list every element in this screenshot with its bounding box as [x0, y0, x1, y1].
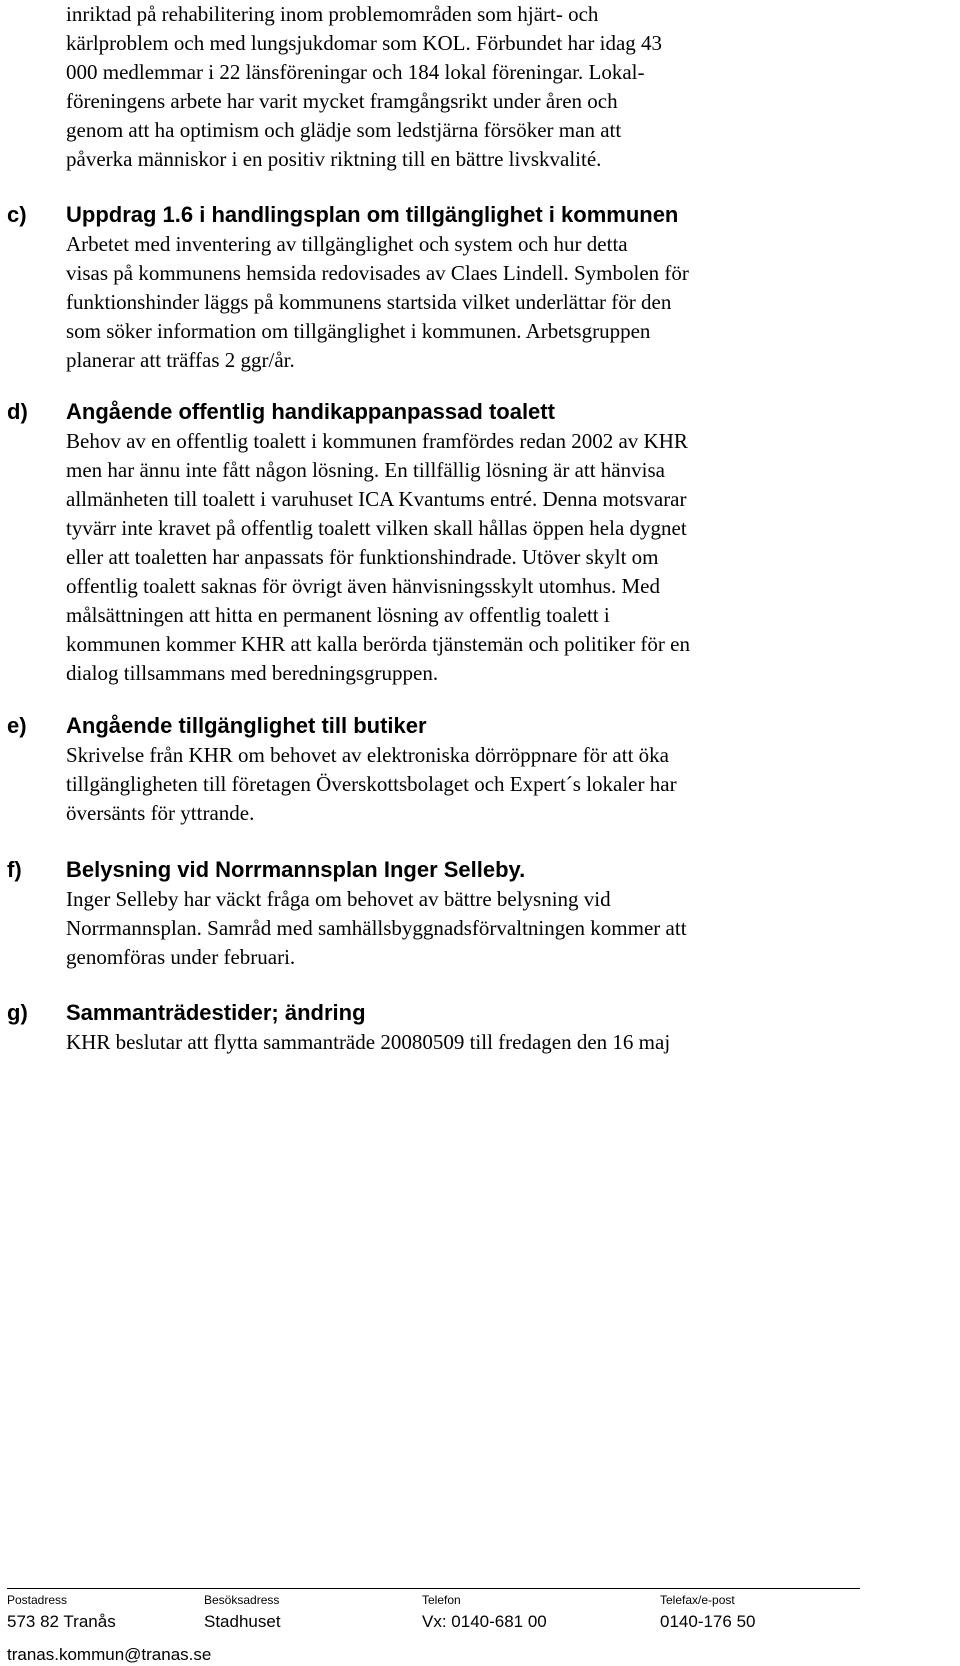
paragraph-line: inriktad på rehabilitering inom problemområden som hjärt- och [66, 2, 599, 26]
section-title: Sammanträdestider; ändring [66, 1000, 366, 1025]
paragraph-line: översänts för yttrande. [66, 801, 255, 825]
section-title: Uppdrag 1.6 i handlingsplan om tillgänglighet i kommunen [66, 202, 679, 227]
footer-telefax-label: Telefax/e-post [660, 1593, 735, 1607]
footer-divider [7, 1588, 860, 1589]
paragraph-line: dialog tillsammans med beredningsgruppen. [66, 661, 439, 685]
paragraph-line: allmänheten till toalett i varuhuset ICA Kvantums entré. Denna motsvarar [66, 487, 687, 511]
section-letter: f) [7, 857, 22, 882]
section-heading [0, 711, 900, 741]
paragraph-line: genom att ha optimism och glädje som ledstjärna försöker man att [66, 118, 622, 142]
paragraph-line: kärlproblem och med lungsjukdomar som KOL. Förbundet har idag 43 [66, 31, 663, 55]
paragraph-line: 000 medlemmar i 22 länsföreningar och 184 lokal föreningar. Lokal- [66, 60, 645, 84]
section-heading [0, 200, 900, 230]
page-footer [0, 1580, 960, 1666]
paragraph-line: kommunen kommer KHR att kalla berörda tjänstemän och politiker för en [66, 632, 690, 656]
footer-postadress-label: Postadress [7, 1593, 68, 1607]
footer-telefon-label: Telefon [422, 1593, 461, 1607]
footer-besoksadress-label: Besöksadress [204, 1593, 280, 1607]
intro-paragraph [66, 0, 866, 174]
paragraph-line: funktionshinder läggs på kommunens startsida vilket underlättar för den [66, 290, 672, 314]
section-heading [0, 397, 900, 427]
footer-telefon-value: Vx: 0140-681 00 [422, 1612, 547, 1631]
paragraph-line: Norrmannsplan. Samråd med samhällsbyggnadsförvaltningen kommer att [66, 916, 687, 940]
paragraph-line: målsättningen att hitta en permanent lösning av offentlig toalett i [66, 603, 610, 627]
paragraph-line: som söker information om tillgänglighet i kommunen. Arbetsgruppen [66, 319, 651, 343]
footer-email: tranas.kommun@tranas.se [7, 1645, 212, 1664]
section-body [66, 741, 677, 828]
section-title: Belysning vid Norrmannsplan Inger Selleby. [66, 857, 526, 882]
section-letter: g) [7, 1000, 28, 1025]
section-heading [0, 998, 900, 1028]
paragraph-line: Arbetet med inventering av tillgänglighet och system och hur detta [66, 232, 628, 256]
section-body [66, 230, 689, 375]
section-letter: c) [7, 202, 27, 227]
paragraph-line: planerar att träffas 2 ggr/år. [66, 348, 295, 372]
paragraph-line: KHR beslutar att flytta sammanträde 20080509 till fredagen den 16 maj [66, 1030, 671, 1054]
paragraph-line: eller att toaletten har anpassats för funktionshindrade. Utöver skylt om [66, 545, 659, 569]
paragraph-line: Inger Selleby har väckt fråga om behovet av bättre belysning vid [66, 887, 611, 911]
section-title: Angående offentlig handikappanpassad toalett [66, 399, 555, 424]
paragraph-line: men har ännu inte fått någon lösning. En tillfällig lösning är att hänvisa [66, 458, 665, 482]
footer-telefax-value: 0140-176 50 [660, 1612, 756, 1631]
paragraph-line: föreningens arbete har varit mycket framgångsrikt under åren och [66, 89, 618, 113]
footer-postadress-value: 573 82 Tranås [7, 1612, 116, 1631]
paragraph-line: påverka människor i en positiv riktning till en bättre livskvalité. [66, 147, 602, 171]
section-body [66, 1028, 670, 1057]
paragraph-line: Behov av en offentlig toalett i kommunen framfördes redan 2002 av KHR [66, 429, 688, 453]
paragraph-line: Skrivelse från KHR om behovet av elektroniska dörröppnare för att öka [66, 743, 669, 767]
paragraph-line: tillgängligheten till företagen Överskottsbolaget och Expert´s lokaler har [66, 772, 677, 796]
section-heading [0, 855, 900, 885]
section-body [66, 427, 690, 688]
section-letter: d) [7, 399, 28, 424]
section-body [66, 885, 687, 972]
paragraph-line: visas på kommunens hemsida redovisades av Claes Lindell. Symbolen för [66, 261, 689, 285]
footer-besoksadress-value: Stadhuset [204, 1612, 281, 1631]
paragraph-line: tyvärr inte kravet på offentlig toalett vilken skall hållas öppen hela dygnet [66, 516, 687, 540]
section-title: Angående tillgänglighet till butiker [66, 713, 427, 738]
paragraph-line: offentlig toalett saknas för övrigt även hänvisningsskylt utomhus. Med [66, 574, 660, 598]
paragraph-line: genomföras under februari. [66, 945, 296, 969]
section-letter: e) [7, 713, 27, 738]
